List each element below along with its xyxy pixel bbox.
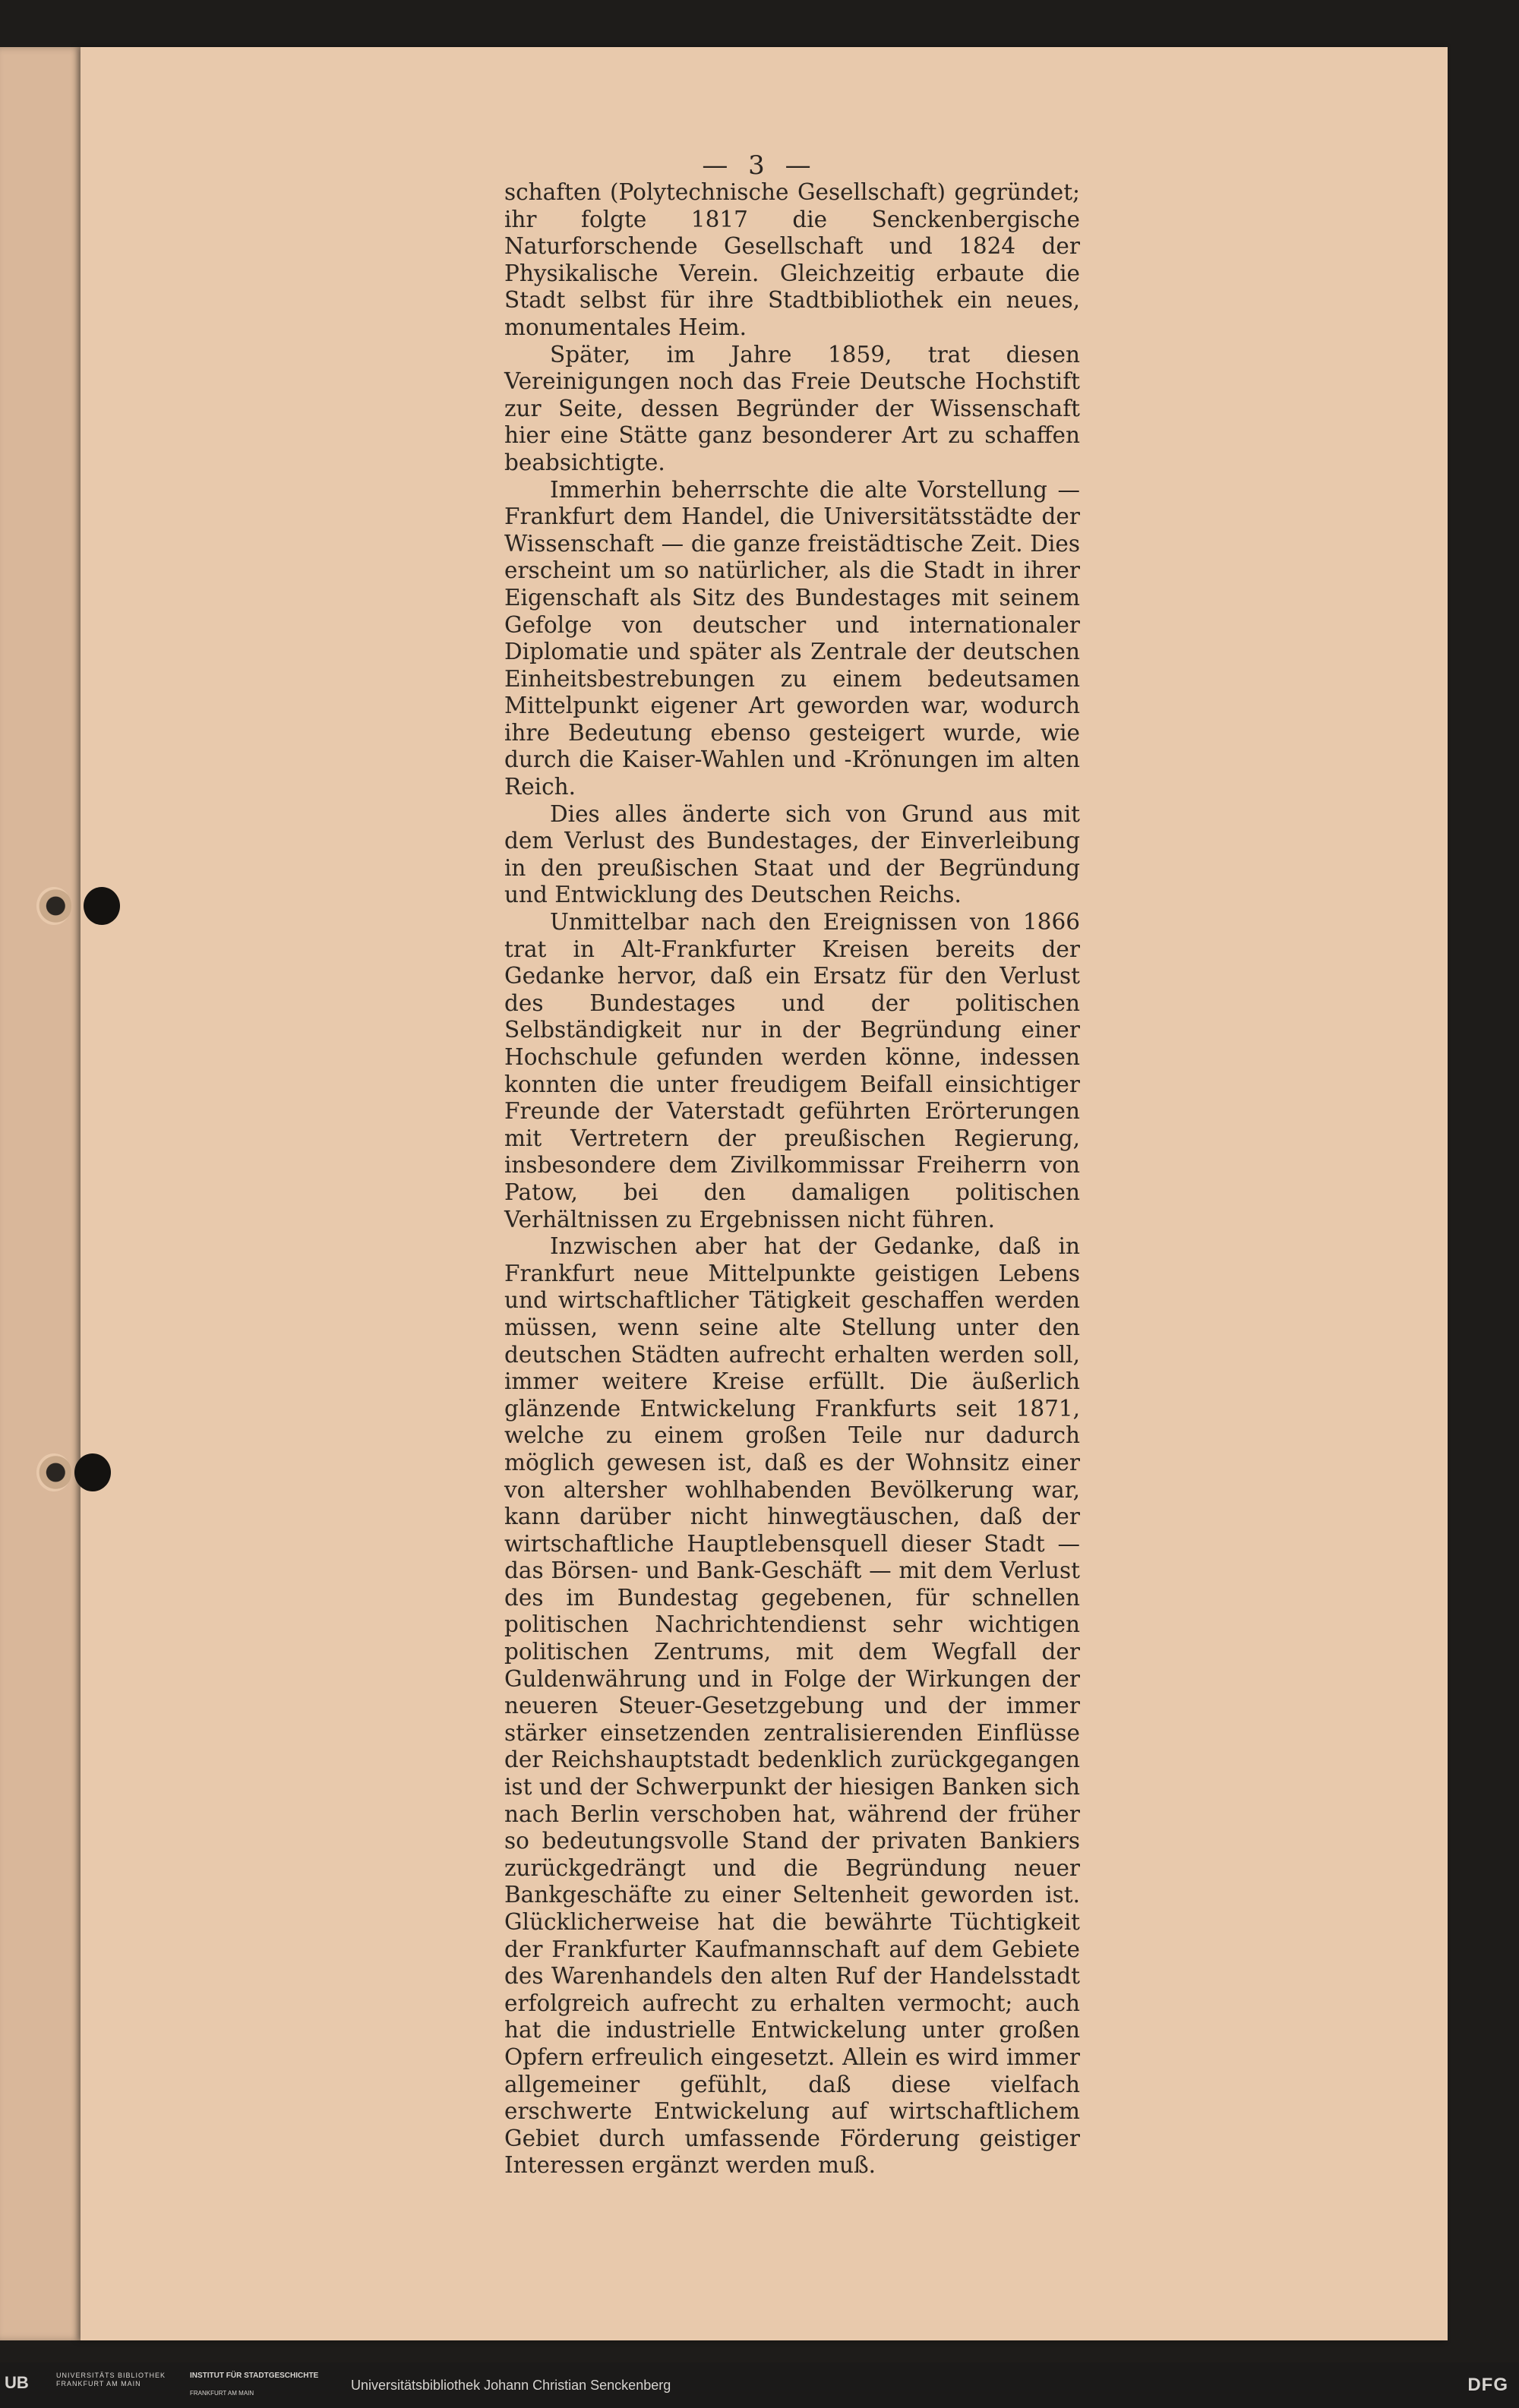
ub-logo[interactable]: UB (5, 2373, 29, 2392)
page-number: — 3 — (702, 150, 817, 181)
paragraph: Dies alles änderte sich von Grund aus mit dem Verlust des Bundestages, der Einverleibung in den preußischen Staat und der Begründung und Entwicklung des Deutschen Reichs. (504, 800, 1080, 908)
punch-hole-bottom-right (74, 1453, 111, 1491)
paragraph: schaften (Polytechnische Gesellschaft) gegründet; ihr folgte 1817 die Senckenbergische Naturforschende Gesellschaft und 1824 der Physikalische Verein. Gleichzeitig erbaute die Stadt selbst für ihre Stadtbibliothek ein neues, monumentales Heim. (504, 179, 1080, 340)
paragraph: Inzwischen aber hat der Gedanke, daß in Frankfurt neue Mittelpunkte geistigen Lebens und wirtschaftlicher Tätigkeit geschaffen werden müssen, wenn seine alte Stellung unter den deutschen Städten aufrecht erhalten werden soll, immer weitere Kreise erfüllt. Die äußerlich glänzende Entwickelung Frankfurts seit 1871, welche zu einem großen Teile nur dadurch möglich gewesen ist, daß es der Wohnsitz einer von altersher wohlhabenden Bevölkerung war, kann darüber nicht hinwegtäuschen, daß der wirtschaftliche Hauptlebensquell dieser Stadt — das Börsen- und Bank-Geschäft — mit dem Verlust des im Bundestag gegebenen, für schnellen politischen Nachrichtendienst sehr wichtigen politischen Zentrums, mit dem Wegfall der Guldenwährung und in Folge der Wirkungen der neueren Steuer-Gesetzgebung und der immer stärker einsetzenden zentralisierenden Einflüsse der Reichshauptstadt bedenklich zurückgegangen ist und der Schwerpunkt der hiesigen Banken sich nach Berlin verschoben hat, während der früher so bedeutungsvolle Stand der privaten Bankiers zurückgedrängt und die Begründung neuer Bankgeschäfte zu einer Seltenheit geworden ist. Glücklicherweise hat die bewährte Tüchtigkeit der Frankfurter Kaufmannschaft auf dem Gebiete des Warenhandels den alten Ruf der Handelsstadt erfolgreich aufrecht zu erhalten vermocht; auch hat die industrielle Entwickelung unter großen Opfern erfreulich eingesetzt. Allein es wird immer allgemeiner gefühlt, daß diese vielfach erschwerte Entwickelung auf wirtschaftlichem Gebiet durch umfassende Förderung geistiger Interessen ergänzt werden muß. (504, 1233, 1080, 2179)
library-name: Universitätsbibliothek Johann Christian Senckenberg (351, 2378, 671, 2393)
paragraph: Immerhin beherrschte die alte Vorstellung — Frankfurt dem Handel, die Universitätsstädte der Wissenschaft — die ganze freistädtische Zeit. Dies erscheint um so natürlicher, als die Stadt in ihrer Eigenschaft als Sitz des Bundestages mit seinem Gefolge von deutscher und internationaler Diplomatie und später als Zentrale der deutschen Einheitsbestrebungen zu einem bedeutsamen Mittelpunkt eigener Art geworden war, wodurch ihre Bedeutung ebenso gesteigert wurde, wie durch die Kaiser-Wahlen und -Krönungen im alten Reich. (504, 476, 1080, 800)
underlying-page-edge (0, 47, 84, 2340)
punch-hole-bottom-left (36, 1453, 71, 1491)
institute-subtitle: FRANKFURT AM MAIN (190, 2390, 254, 2397)
ub-logo-text: UNIVERSITÄTS BIBLIOTHEK FRANKFURT AM MAIN (56, 2372, 166, 2387)
punch-hole-top-left (36, 887, 71, 925)
paragraph: Später, im Jahre 1859, trat diesen Vereinigungen noch das Freie Deutsche Hochstift zur Seite, dessen Begründer der Wissenschaft hier eine Stätte ganz besonderer Art zu schaffen beabsichtigte. (504, 341, 1080, 475)
dfg-logo[interactable]: DFG (1467, 2375, 1508, 2395)
paragraph: Unmittelbar nach den Ereignissen von 1866 trat in Alt-Frankfurter Kreisen bereits der Gedanke hervor, daß ein Ersatz für den Verlust des Bundestages und der politischen Selbständigkeit nur in der Begründung einer Hochschule gefunden werden könne, indessen konnten die unter freudigem Beifall einsichtiger Freunde der Vaterstadt geführten Erörterungen mit Vertretern der preußischen Regierung, insbesondere dem Zivilkommissar Freiherrn von Patow, bei den damaligen politischen Verhältnissen zu Ergebnissen nicht führen. (504, 909, 1080, 1232)
institute-logo[interactable]: INSTITUT FÜR STADTGESCHICHTE (190, 2372, 319, 2380)
body-text (504, 179, 1080, 2179)
viewer-footer-bar (0, 2362, 1519, 2408)
punch-hole-top-right (84, 887, 120, 925)
